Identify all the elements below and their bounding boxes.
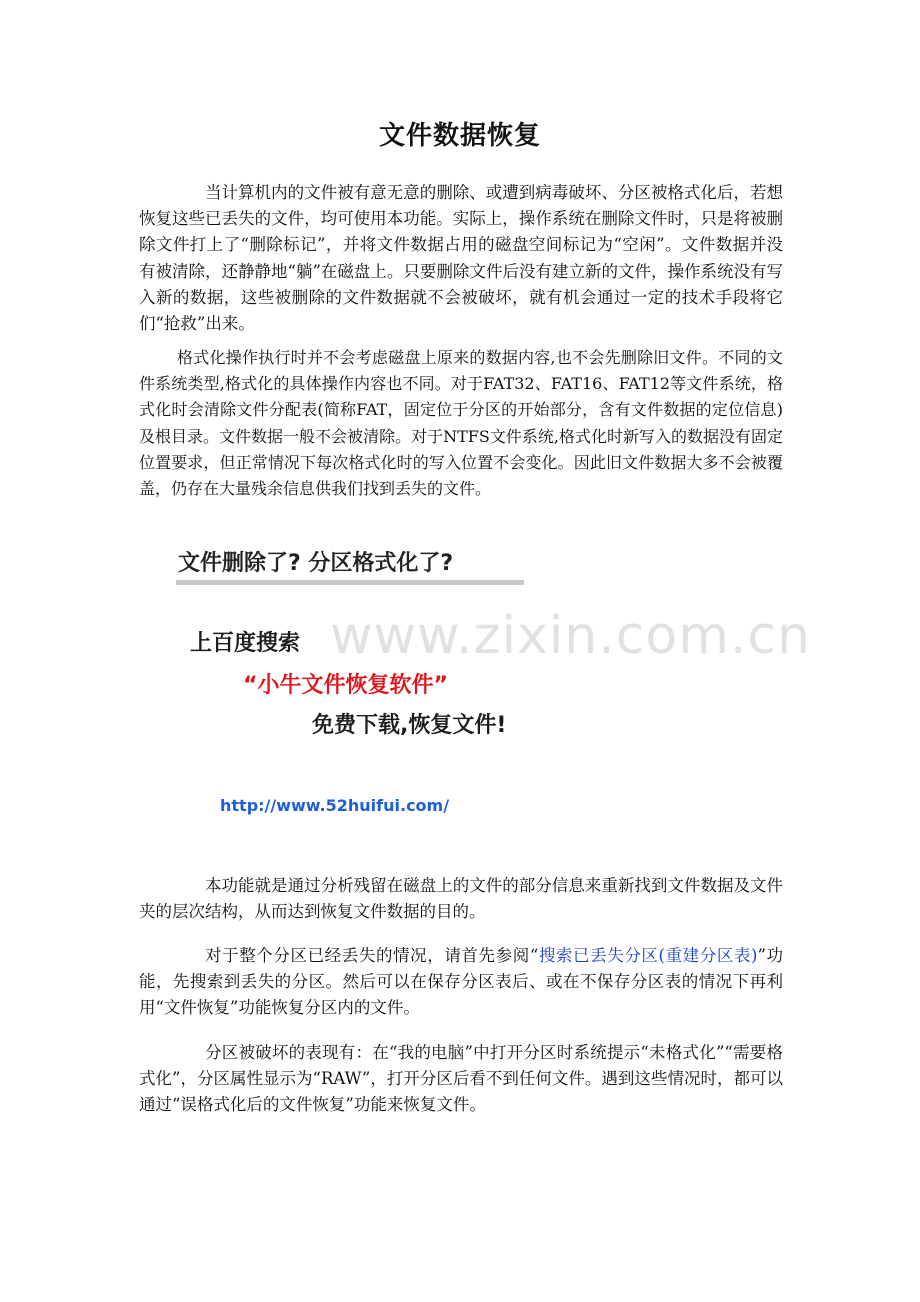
banner-line-search: 上百度搜索 — [190, 631, 301, 656]
search-lost-partition-link[interactable]: 搜索已丢失分区(重建分区表) — [538, 946, 758, 965]
banner-line-software: “小牛文件恢复软件” — [243, 673, 448, 698]
paragraph-function: 本功能就是通过分析残留在磁盘上的文件的部分信息来重新找到文件数据及文件夹的层次结构，从而达到恢复文件数据的目的。 — [139, 876, 783, 922]
banner-heading: 文件删除了? 分区格式化了? — [178, 551, 454, 576]
paragraph-text-before-link: 对于整个分区已经丢失的情况，请首先参阅“ — [205, 946, 539, 965]
paragraph-damaged-partition: 分区被破坏的表现有：在“我的电脑”中打开分区时系统提示“未格式化”“需要格式化”，分区属性显示为“RAW”，打开分区后看不到任何文件。遇到这些情况时，都可以通过“误格式化后的文件恢复”功能来恢复文件。 — [139, 1043, 783, 1115]
paragraph-format: 格式化操作执行时并不会考虑磁盘上原来的数据内容,也不会先删除旧文件。不同的文件系统类型,格式化的具体操作内容也不同。对于FAT32、FAT16、FAT12等文件系统，格式化时会清除文件分配表(简称FAT，固定位于分区的开始部分，含有文件数据的定位信息)及根目录。文件数据一般不会被清除。对于NTFS文件系统,格式化时新写入的数据没有固定位置要求，但正常情况下每次格式化时的写入位置不会变化。因此旧文件数据大多不会被覆盖，仍存在大量残余信息供我们找到丢失的文件。 — [139, 348, 783, 499]
banner-divider — [176, 580, 524, 585]
watermark: www.zixin.com.cn — [330, 606, 811, 666]
paragraph-intro: 当计算机内的文件被有意无意的删除、或遭到病毒破坏、分区被格式化后，若想恢复这些已丢失的文件，均可使用本功能。实际上，操作系统在删除文件时，只是将被删除文件打上了“删除标记”，并将文件数据占用的磁盘空间标记为“空闲”。文件数据并没有被清除，还静静地“躺”在磁盘上。只要删除文件后没有建立新的文件，操作系统没有写入新的数据，这些被删除的文件数据就不会被破坏，就有机会通过一定的技术手段将它们“抢救”出来。 — [139, 183, 783, 334]
banner-url: http://www.52huifui.com/ — [220, 796, 450, 815]
paragraph-lost-partition — [139, 943, 783, 1022]
page-title: 文件数据恢复 — [378, 121, 541, 151]
banner-line-download: 免费下载,恢复文件! — [312, 713, 507, 738]
ad-banner-image — [170, 540, 730, 830]
paragraph-text-after-link: ”功能，先搜索到丢失的分区。然后可以在保存分区表后、或在不保存分区表的情况下再利用“文件恢复”功能恢复分区内的文件。 — [139, 946, 784, 1018]
